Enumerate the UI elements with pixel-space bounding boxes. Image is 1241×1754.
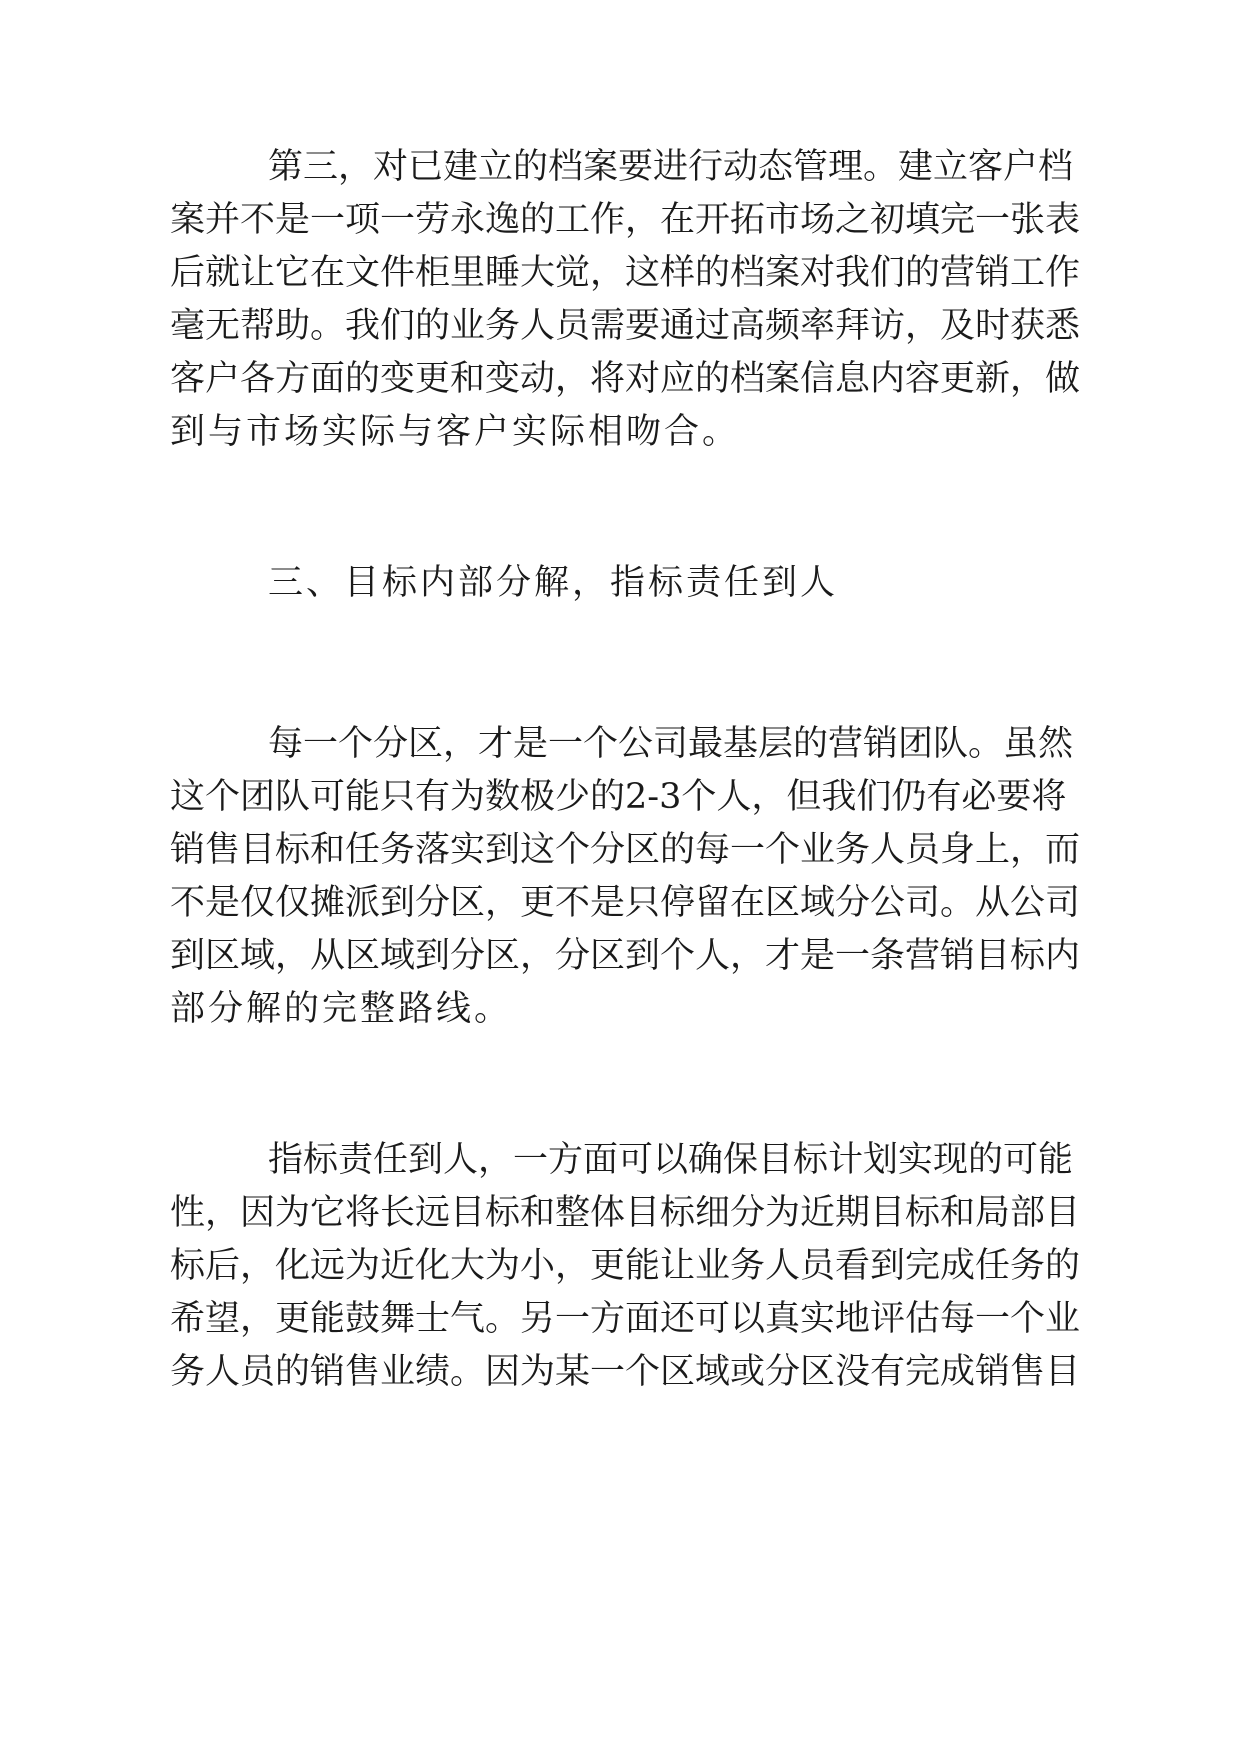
paragraph-1-line-6: 到与市场实际与客户实际相吻合。 [170,412,741,452]
paragraph-3-line-5: 务人员的销售业绩。因为某一个区域或分区没有完成销售目 [170,1352,1081,1392]
paragraph-2-line-5: 到区域，从区域到分区，分区到个人，才是一条营销目标内 [170,936,1081,976]
paragraph-3-line-3: 标后，化远为近化大为小，更能让业务人员看到完成任务的 [170,1246,1081,1286]
paragraph-2-line-6: 部分解的完整路线。 [170,989,513,1029]
paragraph-2-line-3: 销售目标和任务落实到这个分区的每一个业务人员身上，而 [170,830,1081,870]
paragraph-3-line-2: 性，因为它将长远目标和整体目标细分为近期目标和局部目 [170,1193,1081,1233]
section-heading: 三、目标内部分解，指标责任到人 [268,563,839,603]
paragraph-3-line-4: 希望，更能鼓舞士气。另一方面还可以真实地评估每一个业 [170,1299,1081,1339]
paragraph-1-line-2: 案并不是一项一劳永逸的工作，在开拓市场之初填完一张表 [170,200,1081,240]
paragraph-2-line-2: 这个团队可能只有为数极少的2-3个人，但我们仍有必要将 [170,777,1067,817]
paragraph-2-line-1: 每一个分区，才是一个公司最基层的营销团队。虽然 [268,724,1074,764]
paragraph-1-line-1: 第三，对已建立的档案要进行动态管理。建立客户档 [268,147,1074,187]
paragraph-3-line-1: 指标责任到人，一方面可以确保目标计划实现的可能 [268,1140,1074,1180]
paragraph-1-line-3: 后就让它在文件柜里睡大觉，这样的档案对我们的营销工作 [170,253,1081,293]
paragraph-1-line-4: 毫无帮助。我们的业务人员需要通过高频率拜访，及时获悉 [170,306,1081,346]
paragraph-2-line-4: 不是仅仅摊派到分区，更不是只停留在区域分公司。从公司 [170,883,1081,923]
paragraph-1-line-5: 客户各方面的变更和变动，将对应的档案信息内容更新，做 [170,359,1081,399]
